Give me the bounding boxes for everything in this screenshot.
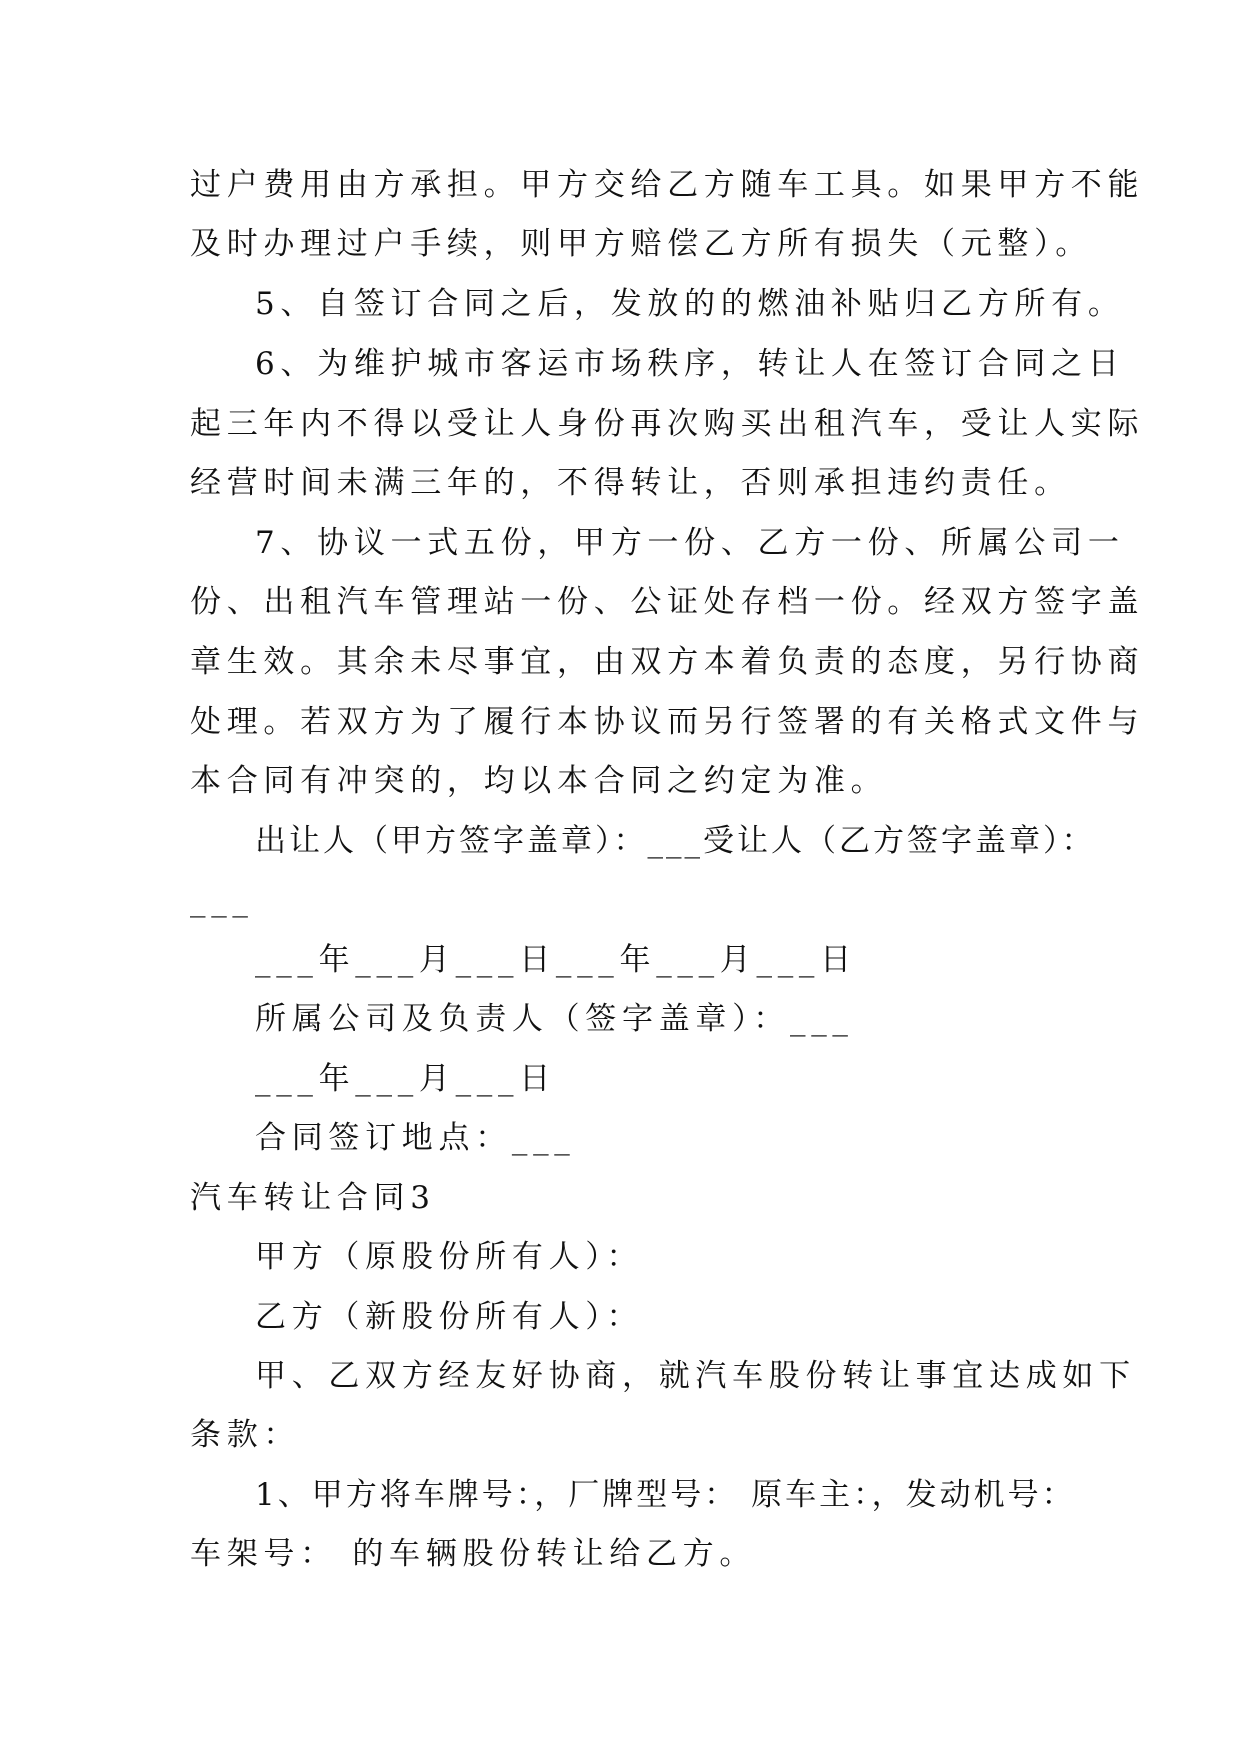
clause-1-continued: 车架号： 的车辆股份转让给乙方。	[190, 1536, 757, 1572]
signing-location: 合同签订地点：___	[255, 1120, 576, 1156]
clause-1: 1、甲方将车牌号：，厂牌型号： 原车主：，发动机号：	[255, 1477, 1076, 1513]
signature-dates: ___年___月___日___年___月___日	[255, 942, 857, 978]
section-title: 汽车转让合同3	[190, 1180, 436, 1216]
text-line-1: 过户费用由方承担。甲方交给乙方随车工具。如果甲方不能	[190, 167, 1145, 203]
clause-6: 6、为维护城市客运市场秩序，转让人在签订合同之日	[255, 346, 1125, 382]
signature-line-parties: 出让人（甲方签字盖章）：___受让人（乙方签字盖章）：	[255, 823, 1096, 859]
party-b-line: 乙方（新股份所有人）：	[255, 1299, 644, 1335]
agreement-intro: 甲、乙双方经友好协商，就汽车股份转让事宜达成如下	[255, 1358, 1136, 1394]
clause-7: 7、协议一式五份，甲方一份、乙方一份、所属公司一	[255, 525, 1125, 561]
party-a-line: 甲方（原股份所有人）：	[255, 1239, 644, 1275]
clause-5: 5、自签订合同之后，发放的的燃油补贴归乙方所有。	[255, 286, 1125, 322]
text-line-10: 处理。若双方为了履行本协议而另行签署的有关格式文件与	[190, 704, 1145, 740]
text-line-11: 本合同有冲突的，均以本合同之约定为准。	[190, 763, 888, 799]
text-line-8: 份、出租汽车管理站一份、公证处存档一份。经双方签字盖	[190, 584, 1145, 620]
signature-blank: ___	[190, 882, 254, 918]
terms-label: 条款：	[190, 1417, 301, 1453]
text-line-6: 经营时间未满三年的，不得转让，否则承担违约责任。	[190, 465, 1071, 501]
text-line-9: 章生效。其余未尽事宜，由双方本着负责的态度，另行协商	[190, 644, 1145, 680]
text-line-2: 及时办理过户手续，则甲方赔偿乙方所有损失（元整）。	[190, 226, 1092, 262]
text-line-5: 起三年内不得以受让人身份再次购买出租汽车，受让人实际	[190, 406, 1145, 442]
company-signature-line: 所属公司及负责人（签字盖章）：___	[255, 1001, 854, 1037]
company-signature-date: ___年___月___日	[255, 1061, 556, 1097]
